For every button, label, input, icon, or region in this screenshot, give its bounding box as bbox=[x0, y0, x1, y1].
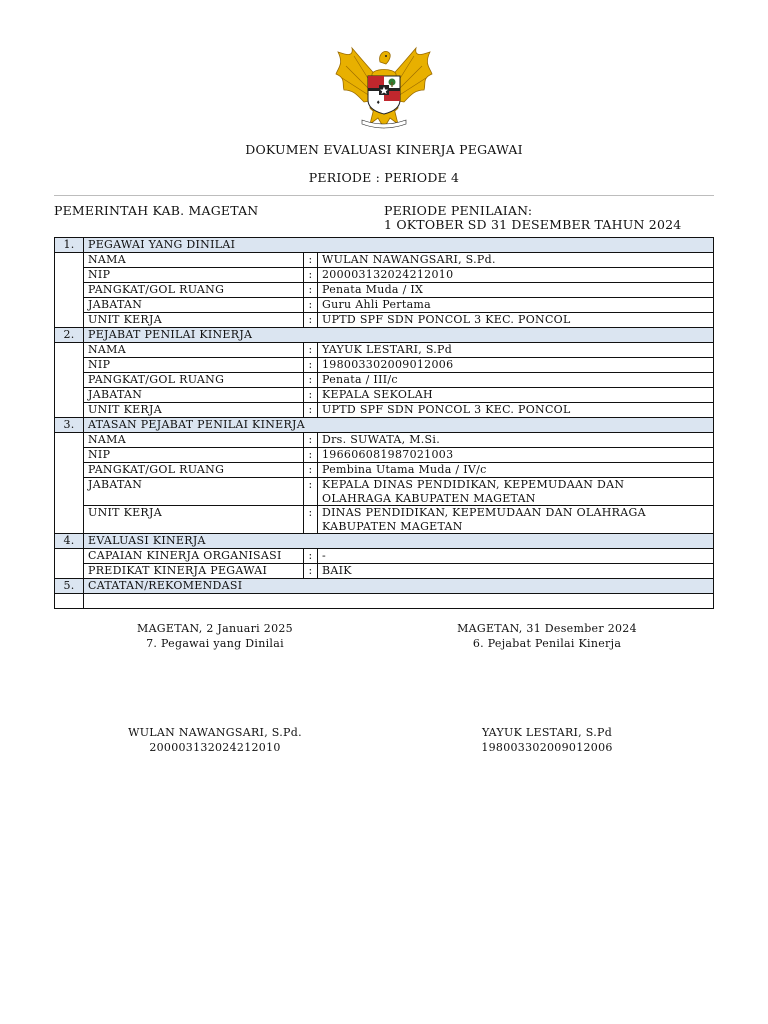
field-value: UPTD SPF SDN PONCOL 3 KEC. PONCOL bbox=[318, 313, 714, 328]
table-row bbox=[55, 478, 714, 506]
table-row bbox=[55, 403, 714, 418]
section-number: 5. bbox=[55, 579, 84, 594]
field-separator: : bbox=[304, 564, 318, 579]
field-value: 198003302009012006 bbox=[318, 358, 714, 373]
evaluation-table bbox=[54, 237, 714, 609]
field-separator: : bbox=[304, 373, 318, 388]
field-label: PANGKAT/GOL RUANG bbox=[84, 463, 304, 478]
field-value: 196606081987021003 bbox=[318, 448, 714, 463]
svg-text:♦: ♦ bbox=[376, 100, 381, 106]
field-value: Drs. SUWATA, M.Si. bbox=[318, 433, 714, 448]
field-label: NAMA bbox=[84, 433, 304, 448]
assessment-period bbox=[384, 204, 681, 232]
section-number: 1. bbox=[55, 238, 84, 253]
field-label: PREDIKAT KINERJA PEGAWAI bbox=[84, 564, 304, 579]
document-title: DOKUMEN EVALUASI KINERJA PEGAWAI bbox=[245, 142, 523, 157]
signature-role: 7. Pegawai yang Dinilai bbox=[146, 637, 284, 650]
table-row bbox=[55, 298, 714, 313]
field-value: UPTD SPF SDN PONCOL 3 KEC. PONCOL bbox=[318, 403, 714, 418]
field-value-line: DINAS PENDIDIKAN, KEPEMUDAAN DAN OLAHRAGA bbox=[322, 506, 646, 519]
field-value: Pembina Utama Muda / IV/c bbox=[318, 463, 714, 478]
garuda-emblem bbox=[334, 44, 434, 132]
government-name: PEMERINTAH KAB. MAGETAN bbox=[54, 203, 259, 218]
section-header bbox=[55, 579, 714, 594]
signature-left-header bbox=[100, 621, 330, 651]
field-label: UNIT KERJA bbox=[84, 403, 304, 418]
divider bbox=[54, 195, 714, 196]
field-value: Penata / III/c bbox=[318, 373, 714, 388]
section-number: 4. bbox=[55, 534, 84, 549]
field-separator: : bbox=[304, 343, 318, 358]
field-separator: : bbox=[304, 403, 318, 418]
signature-nip: 198003302009012006 bbox=[481, 741, 613, 754]
table-row bbox=[55, 506, 714, 534]
field-label: NAMA bbox=[84, 343, 304, 358]
section-number: 3. bbox=[55, 418, 84, 433]
field-separator: : bbox=[304, 388, 318, 403]
field-value-line: KABUPATEN MAGETAN bbox=[322, 519, 463, 533]
field-separator: : bbox=[304, 433, 318, 448]
table-row bbox=[55, 313, 714, 328]
signature-name: WULAN NAWANGSARI, S.Pd. bbox=[128, 726, 302, 739]
field-separator: : bbox=[304, 253, 318, 268]
field-label: NIP bbox=[84, 448, 304, 463]
field-separator: : bbox=[304, 506, 318, 534]
assessment-period-value: 1 OKTOBER SD 31 DESEMBER TAHUN 2024 bbox=[384, 217, 682, 232]
table-row bbox=[55, 433, 714, 448]
field-separator: : bbox=[304, 463, 318, 478]
section-title: CATATAN/REKOMENDASI bbox=[84, 579, 714, 594]
field-value: Penata Muda / IX bbox=[318, 283, 714, 298]
field-value-line: KEPALA DINAS PENDIDIKAN, KEPEMUDAAN DAN bbox=[322, 478, 625, 491]
field-label: UNIT KERJA bbox=[84, 313, 304, 328]
section-title: EVALUASI KINERJA bbox=[84, 534, 714, 549]
recommendation-notes bbox=[84, 594, 714, 609]
field-value: YAYUK LESTARI, S.Pd bbox=[318, 343, 714, 358]
table-row bbox=[55, 373, 714, 388]
field-separator: : bbox=[304, 358, 318, 373]
section-number: 2. bbox=[55, 328, 84, 343]
signature-place-date: MAGETAN, 31 Desember 2024 bbox=[457, 622, 637, 635]
document-period: PERIODE : PERIODE 4 bbox=[308, 170, 460, 185]
signature-role: 6. Pejabat Penilai Kinerja bbox=[472, 637, 622, 650]
table-row bbox=[55, 268, 714, 283]
table-row bbox=[55, 463, 714, 478]
signature-right-header bbox=[432, 621, 662, 651]
table-row bbox=[55, 253, 714, 268]
field-value: BAIK bbox=[318, 564, 714, 579]
field-separator: : bbox=[304, 298, 318, 313]
field-value: 200003132024212010 bbox=[318, 268, 714, 283]
table-row bbox=[55, 448, 714, 463]
section-header bbox=[55, 534, 714, 549]
assessment-period-label: PERIODE PENILAIAN: bbox=[384, 203, 533, 218]
field-label: PANGKAT/GOL RUANG bbox=[84, 373, 304, 388]
signature-place-date: MAGETAN, 2 Januari 2025 bbox=[137, 622, 293, 635]
field-label: JABATAN bbox=[84, 478, 304, 506]
field-value bbox=[318, 506, 714, 534]
field-label: CAPAIAN KINERJA ORGANISASI bbox=[84, 549, 304, 564]
field-label: JABATAN bbox=[84, 388, 304, 403]
field-separator: : bbox=[304, 313, 318, 328]
field-label: NAMA bbox=[84, 253, 304, 268]
field-separator: : bbox=[304, 448, 318, 463]
field-label: NIP bbox=[84, 268, 304, 283]
signature-left-footer bbox=[100, 725, 330, 755]
field-value: Guru Ahli Pertama bbox=[318, 298, 714, 313]
signature-right-footer bbox=[432, 725, 662, 755]
section-title: PEJABAT PENILAI KINERJA bbox=[84, 328, 714, 343]
field-value: - bbox=[318, 549, 714, 564]
field-value: KEPALA SEKOLAH bbox=[318, 388, 714, 403]
table-row bbox=[55, 358, 714, 373]
table-row bbox=[55, 283, 714, 298]
table-row bbox=[55, 549, 714, 564]
section-header bbox=[55, 418, 714, 433]
section-title: ATASAN PEJABAT PENILAI KINERJA bbox=[84, 418, 714, 433]
field-label: UNIT KERJA bbox=[84, 506, 304, 534]
field-value bbox=[318, 478, 714, 506]
section-header bbox=[55, 328, 714, 343]
signature-nip: 200003132024212010 bbox=[149, 741, 281, 754]
field-value-line: OLAHRAGA KABUPATEN MAGETAN bbox=[322, 491, 536, 505]
field-separator: : bbox=[304, 478, 318, 506]
field-label: NIP bbox=[84, 358, 304, 373]
field-separator: : bbox=[304, 549, 318, 564]
section-header bbox=[55, 238, 714, 253]
table-row bbox=[55, 594, 714, 609]
table-row bbox=[55, 564, 714, 579]
section-title: PEGAWAI YANG DINILAI bbox=[84, 238, 714, 253]
field-value: WULAN NAWANGSARI, S.Pd. bbox=[318, 253, 714, 268]
field-separator: : bbox=[304, 283, 318, 298]
field-separator: : bbox=[304, 268, 318, 283]
field-label: PANGKAT/GOL RUANG bbox=[84, 283, 304, 298]
table-row bbox=[55, 388, 714, 403]
field-label: JABATAN bbox=[84, 298, 304, 313]
signature-name: YAYUK LESTARI, S.Pd bbox=[481, 726, 613, 739]
table-row bbox=[55, 343, 714, 358]
